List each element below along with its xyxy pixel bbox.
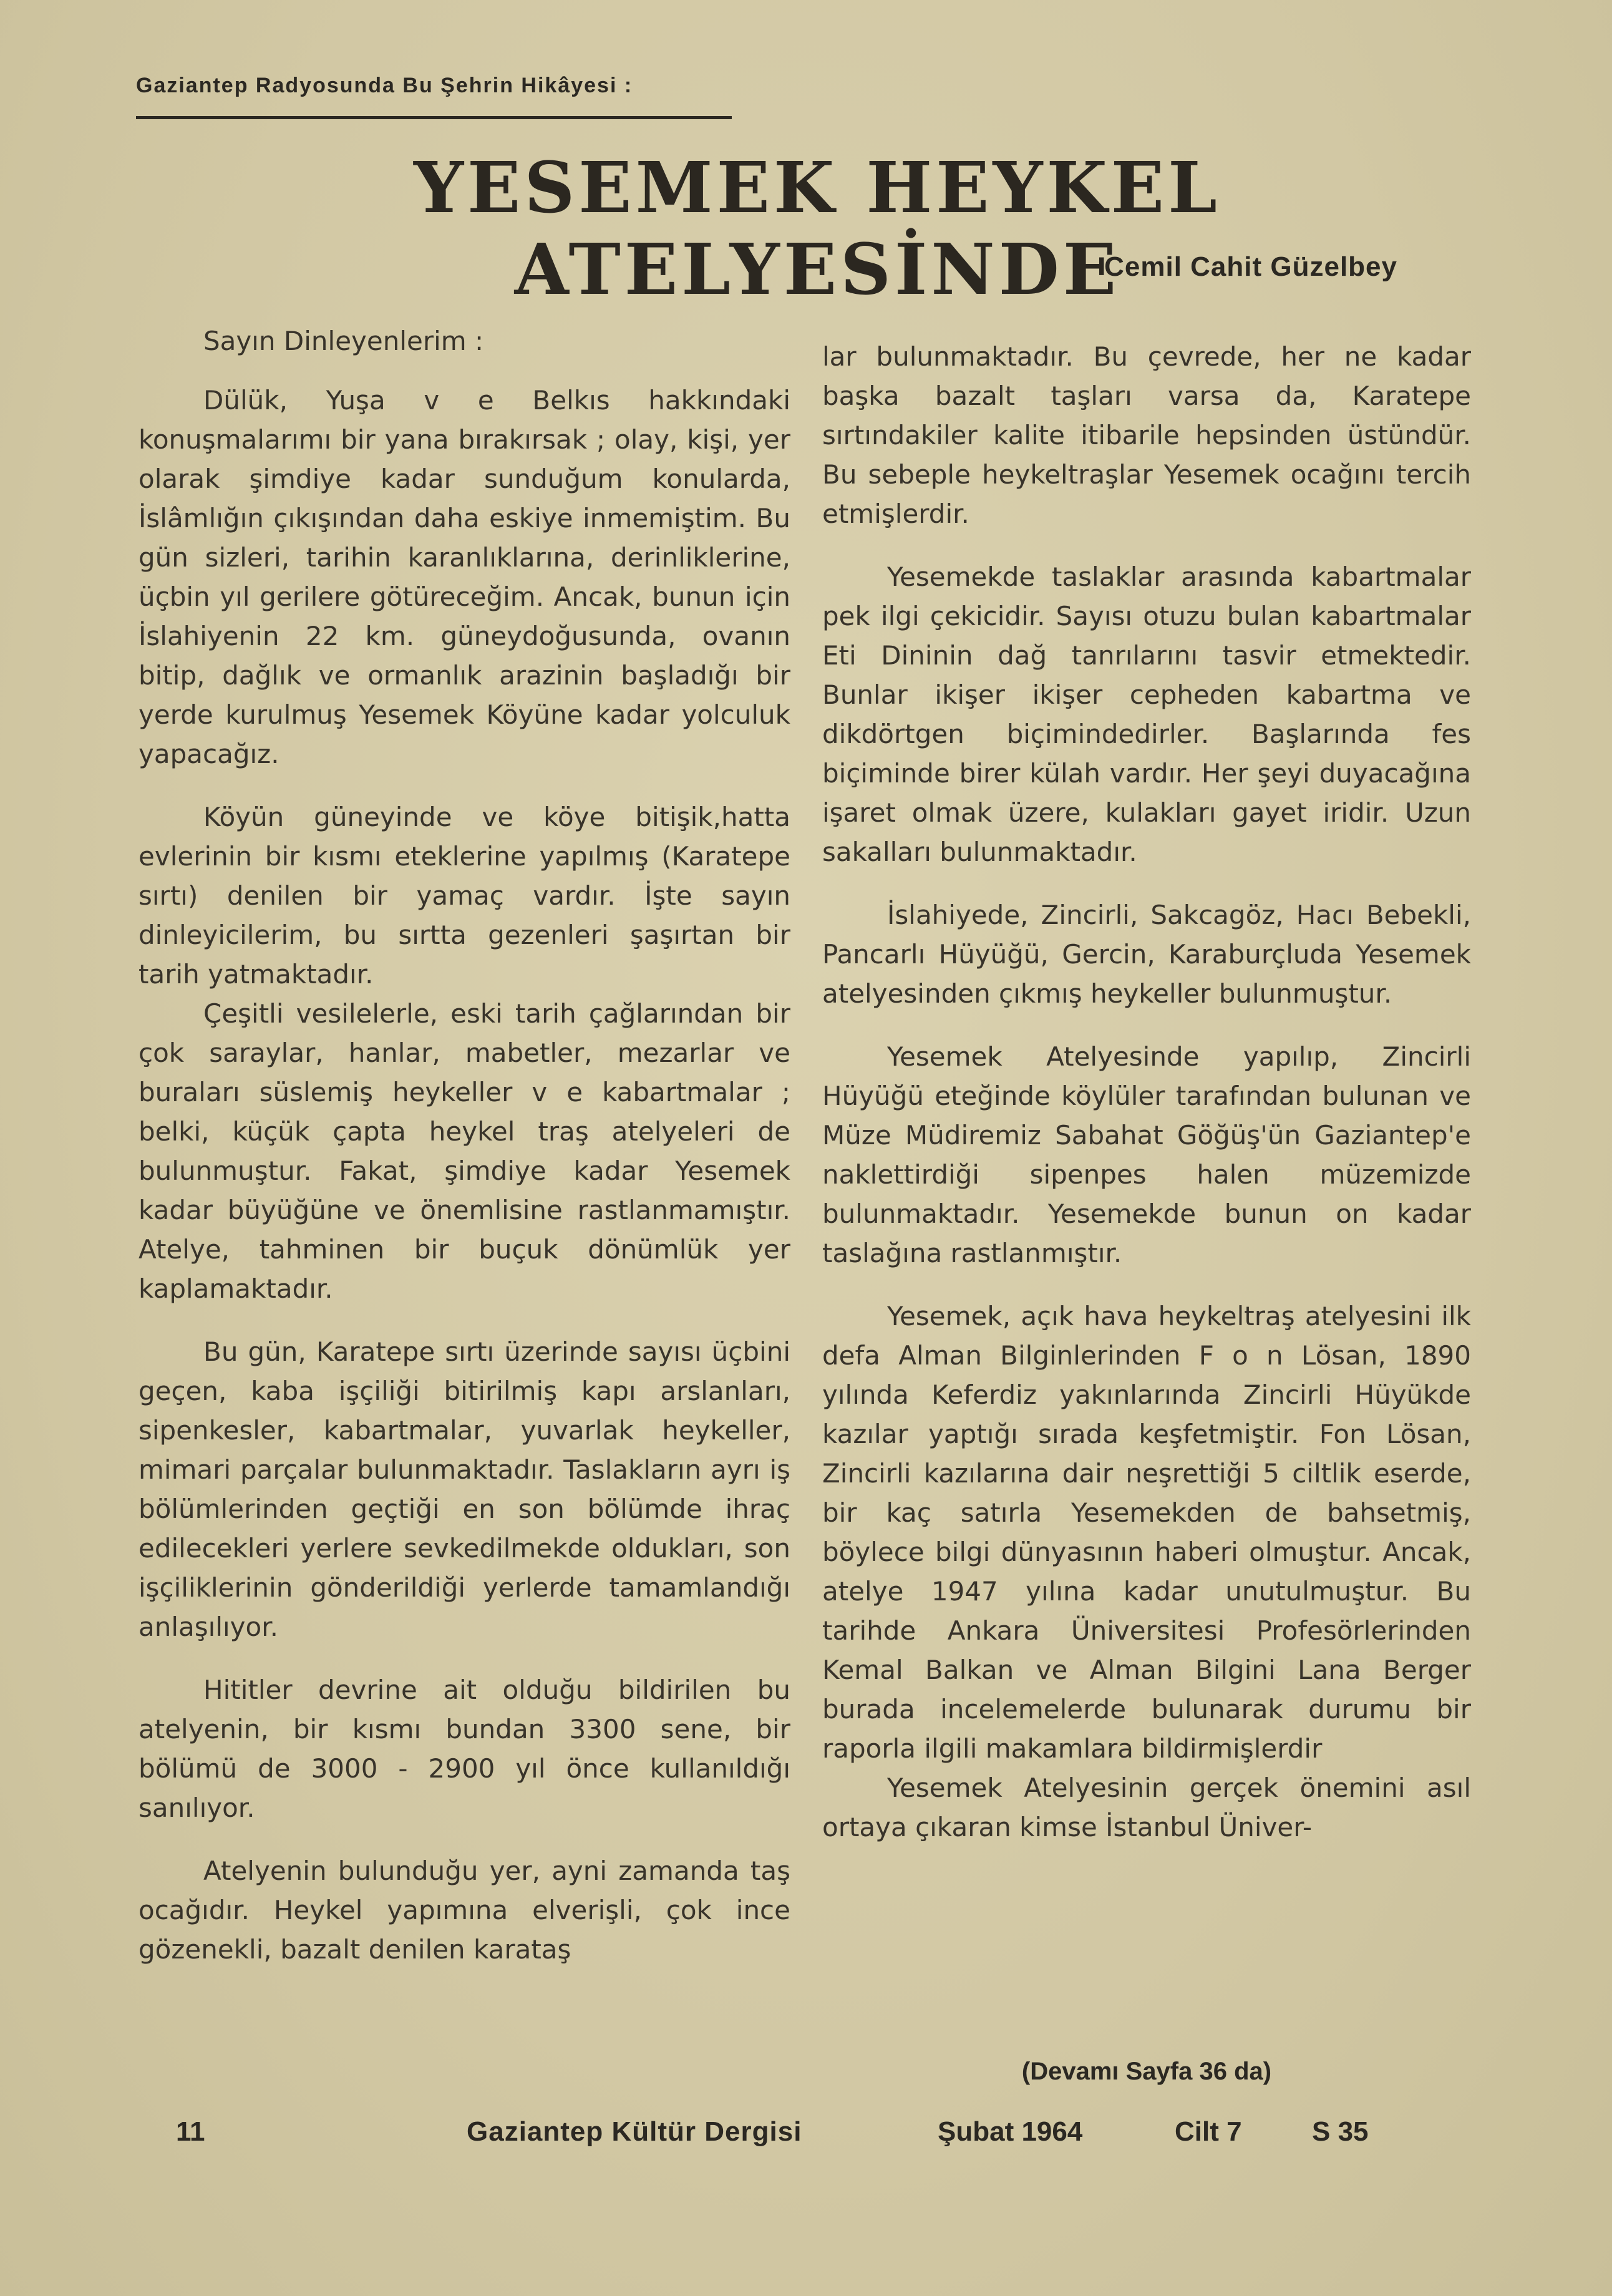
article-title: YESEMEK HEYKEL ATELYESİNDE	[414, 147, 1221, 311]
paragraph: Hititler devrine ait olduğu bildirilen bu atelyenin, bir kısmı bundan 3300 sene, bir bölümü de 3000 - 2900 yıl önce kullanıldığı sanılıyor.	[138, 1675, 790, 1823]
salutation: Sayın Dinleyenlerim :	[203, 326, 484, 356]
magazine-name: Gaziantep Kültür Dergisi	[467, 2116, 802, 2147]
right-column	[822, 337, 1471, 1847]
paragraph: Yesemek Atelyesinin gerçek önemini asıl ortaya çıkaran kimse İstanbul Üniver-	[822, 1773, 1471, 1842]
paragraph: İslahiyede, Zincirli, Sakcagöz, Hacı Bebekli, Pancarlı Hüyüğü, Gercin, Karaburçluda Yesemek atelyesinden çıkmış heykeller bulunmuştur.	[822, 900, 1471, 1009]
paragraph: Atelyenin bulunduğu yer, ayni zamanda taş ocağıdır. Heykel yapımına elverişli, çok ince gözenekli, bazalt denilen karataş	[138, 1856, 790, 1965]
paragraph: Köyün güneyinde ve köye bitişik,hatta evlerinin bir kısmı eteklerine yapılmış (Karatepe sırtı) denilen bir yamaç vardır. İşte sayın dinleyicilerim, bu sırtta gezenleri şaşırtan bir tarih yatmaktadır.	[138, 802, 790, 990]
page-number: 11	[176, 2116, 205, 2147]
left-column	[138, 321, 790, 1969]
paragraph: Yesemekde taslaklar arasında kabartmalar pek ilgi çekicidir. Sayısı otuzu bulan kabartmalar Eti Dininin dağ tanrılarını tasvir etmektedir. Bunlar ikişer ikişer cepheden kabartma ve dikdörtgen biçimindedirler. Başlarında fes biçiminde birer külah vardır. Her şeyi duyacağına işaret olmak üzere, kulakları gayet iridir. Uzun sakalları bulunmaktadır.	[822, 562, 1471, 867]
paragraph: Bu gün, Karatepe sırtı üzerinde sayısı üçbini geçen, kaba işçiliği bitirilmiş kapı arslanları, sipenkesler, kabartmalar, yuvarlak heykeller, mimari parçalar bulunmaktadır. Taslakların ayrı iş bölümlerinden geçtiği en son bölümde ihraç edilecekleri yerlere sevkedilmekde oldukları, son işçiliklerinin gönderildiği yerlerde tamamlandığı anlaşılıyor.	[138, 1336, 790, 1642]
paragraph: Dülük, Yuşa v e Belkıs hakkındaki konuşmalarımı bir yana bırakırsak ; olay, kişi, yer olarak şimdiye kadar sunduğum konularda, İslâmlığın çıkışından daha eskiye inmemiştim. Bu gün sizleri, tarihin karanlıklarına, derinliklerine, üçbin yıl gerilere götüreceğim. Ancak, bunun için İslahiyenin 22 km. güneydoğusunda, ovanın bitip, dağlık ve ormanlık arazinin başladığı bir yerde kurulmuş Yesemek Köyüne kadar yolculuk yapacağız.	[138, 385, 790, 769]
paragraph: Yesemek, açık hava heykeltraş atelyesini ilk defa Alman Bilginlerinden F o n Lösan, 1890 yılında Keferdiz yakınlarında Zincirli Hüyükde kazılar yaptığı sırada keşfetmiştir. Fon Lösan, Zincirli kazılarına dair neşrettiği 5 ciltlik eserde, bir kaç satırla Yesemekden de bahsetmiş, böylece bilgi dünyasının haberi olmuştur. Ancak, atelye 1947 yılına kadar unutulmuştur. Bu tarihde Ankara Üniversitesi Profesörlerinden Kemal Balkan ve Alman Bilgini Lana Berger burada incelemelerde bulunarak durumu bir raporla ilgili makamlara bildirmişlerdir	[822, 1301, 1471, 1764]
paragraph: Yesemek Atelyesinde yapılıp, Zincirli Hüyüğü eteğinde köylüler tarafından bulunan ve Müze Müdiremiz Sabahat Göğüş'ün Gaziantep'e naklettirdiği sipenpes halen müzemizde bulunmaktadır. Yesemekde bunun on kadar taslağına rastlanmıştır.	[822, 1041, 1471, 1268]
kicker-underline	[136, 116, 732, 119]
section-kicker: Gaziantep Radyosunda Bu Şehrin Hikâyesi :	[136, 74, 633, 97]
continued-note: (Devamı Sayfa 36 da)	[1021, 2058, 1272, 2085]
paragraph: lar bulunmaktadır. Bu çevrede, her ne kadar başka bazalt taşları varsa da, Karatepe sırtındakiler kalite itibarile hepsinden üstündür. Bu sebeple heykeltraşlar Yesemek ocağını tercih etmişlerdir.	[822, 341, 1471, 529]
paragraph: Çeşitli vesilelerle, eski tarih çağlarından bir çok saraylar, hanlar, mabetler, mezarlar ve buraları süslemiş heykeller v e kabartmalar ; belki, küçük çapta heykel traş atelyeleri de bulunmuştur. Fakat, şimdiye kadar Yesemek kadar büyüğüne ve önemlisine rastlanmamıştır. Atelye, tahminen bir buçuk dönümlük yer kaplamaktadır.	[138, 998, 790, 1304]
issue-number: S 35	[1312, 2116, 1369, 2147]
issue-date: Şubat 1964	[938, 2116, 1083, 2147]
volume-number: Cilt 7	[1175, 2116, 1242, 2147]
author-byline: Cemil Cahit Güzelbey	[1104, 251, 1397, 282]
